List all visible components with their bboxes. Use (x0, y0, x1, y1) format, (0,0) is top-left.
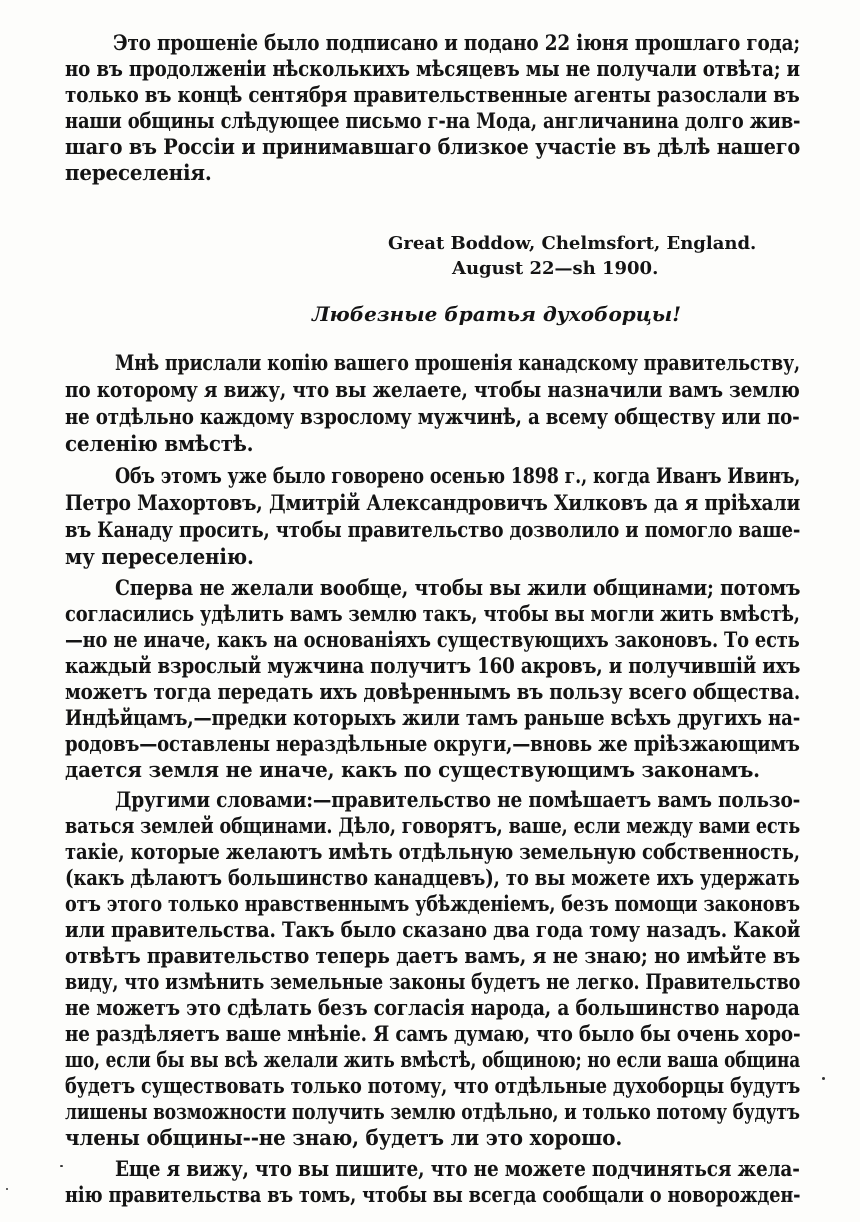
text-line: не можетъ это сдѣлать безъ согласія народа, а большинство народа (65, 996, 800, 1021)
scan-speck (60, 1165, 63, 1167)
text-line: Это прошеніе было подписано и подано 22 іюня прошлаго года; (113, 31, 801, 56)
text-line: согласились удѣлить вамъ землю такъ, чтобы вы могли жить вмѣстѣ, (65, 602, 800, 627)
text-line: Индѣйцамъ,—предки которыхъ жили тамъ раньше всѣхъ другихъ на- (65, 706, 801, 731)
text-line: Сперва не желали вообще, чтобы вы жили общинами; потомъ (115, 576, 801, 601)
text-line: по которому я вижу, что вы желаете, чтобы назначили вамъ землю (65, 378, 800, 403)
text-line: лишены возможности получить землю отдѣльно, и только потому будутъ (65, 1100, 800, 1125)
scan-speck (822, 1077, 825, 1080)
text-line: виду, что измѣнить земельные законы будетъ не легко. Правительство (65, 970, 801, 995)
text-line: селенію вмѣстѣ. (65, 432, 254, 457)
text-line: переселенія. (65, 161, 212, 186)
text-line: Петро Махортовъ, Дмитрій Александровичъ Хилковъ да я пріѣхали (65, 491, 801, 516)
text-line: или правительства. Такъ было сказано два года тому назадъ. Какой (65, 918, 801, 943)
text-line: Еще я вижу, что вы пишите, что не можете подчиняться жела- (115, 1157, 800, 1182)
text-line: наши общины слѣдующее письмо г-на Мода, англичанина долго жив- (65, 109, 801, 134)
letter-place: Great Boddow, Chelmsfort, England. (388, 233, 757, 254)
text-line: родовъ—оставлены нераздѣльные округи,—вновь же пріѣзжающимъ (65, 732, 800, 757)
text-line: въ Канаду просить, чтобы правительство дозволило и помогло вашe- (65, 518, 801, 543)
text-line: Другими словами:—правительство не помѣшаетъ вамъ пользо- (115, 788, 801, 813)
scan-speck (6, 1188, 8, 1190)
text-line: нію правительства въ томъ, чтобы вы всегда сообщали о новорожден- (65, 1183, 801, 1208)
text-line: можетъ тогда передать ихъ довѣреннымъ въ пользу всего общества. (65, 680, 801, 705)
text-line: шо, если бы вы всѣ желали жить вмѣстѣ, общиною; но если ваша община (65, 1048, 801, 1073)
text-line: дается земля не иначе, какъ по существующимъ законамъ. (65, 758, 760, 783)
text-line: Мнѣ прислали копію вашего прошенія канадскому правительству, (115, 351, 800, 376)
text-line: Объ этомъ уже было говорено осенью 1898 г., когда Иванъ Ивинъ, (115, 464, 801, 489)
text-line: отъ этого только нравственнымъ убѣжденіемъ, безъ помощи законовъ (65, 892, 800, 917)
text-line: но въ продолженіи нѣсколькихъ мѣсяцевъ мы не получали отвѣта; и (65, 57, 800, 82)
text-line: только въ концѣ сентября правительственные агенты разослали въ (65, 83, 800, 108)
text-line: члены общины--не знаю, будетъ ли это хорошо. (65, 1126, 623, 1151)
text-line: не отдѣльно каждому взрослому мужчинѣ, а всему обществу или по- (65, 405, 800, 430)
text-line: ваться землей общинами. Дѣло, говорятъ, ваше, если между вами есть (65, 814, 801, 839)
text-line: будетъ существовать только потому, что отдѣльные духоборцы будутъ (65, 1074, 801, 1099)
text-line: —но не иначе, какъ на основаніяхъ существующихъ законовъ. То есть (65, 628, 800, 653)
text-line: шаго въ Россіи и принимавшаго близкое участіе въ дѣлѣ нашего (65, 135, 801, 160)
text-line: му переселенію. (65, 545, 254, 570)
text-line: такіе, которые желаютъ имѣть отдѣльную земельную собственность, (65, 840, 800, 865)
letter-greeting: Любезные братья духоборцы! (312, 302, 681, 326)
text-line: не раздѣляетъ ваше мнѣніе. Я самъ думаю, что было бы очень хоро- (65, 1022, 801, 1047)
text-line: (какъ дѣлаютъ большинство канадцевъ), то вы можете ихъ удержать (65, 866, 800, 891)
letter-date: August 22—sh 1900. (452, 258, 659, 279)
text-line: каждый взрослый мужчина получитъ 160 акровъ, и получившій ихъ (65, 654, 801, 679)
text-line: отвѣтъ правительство теперь даетъ вамъ, я не знаю; но имѣйте въ (65, 944, 800, 969)
